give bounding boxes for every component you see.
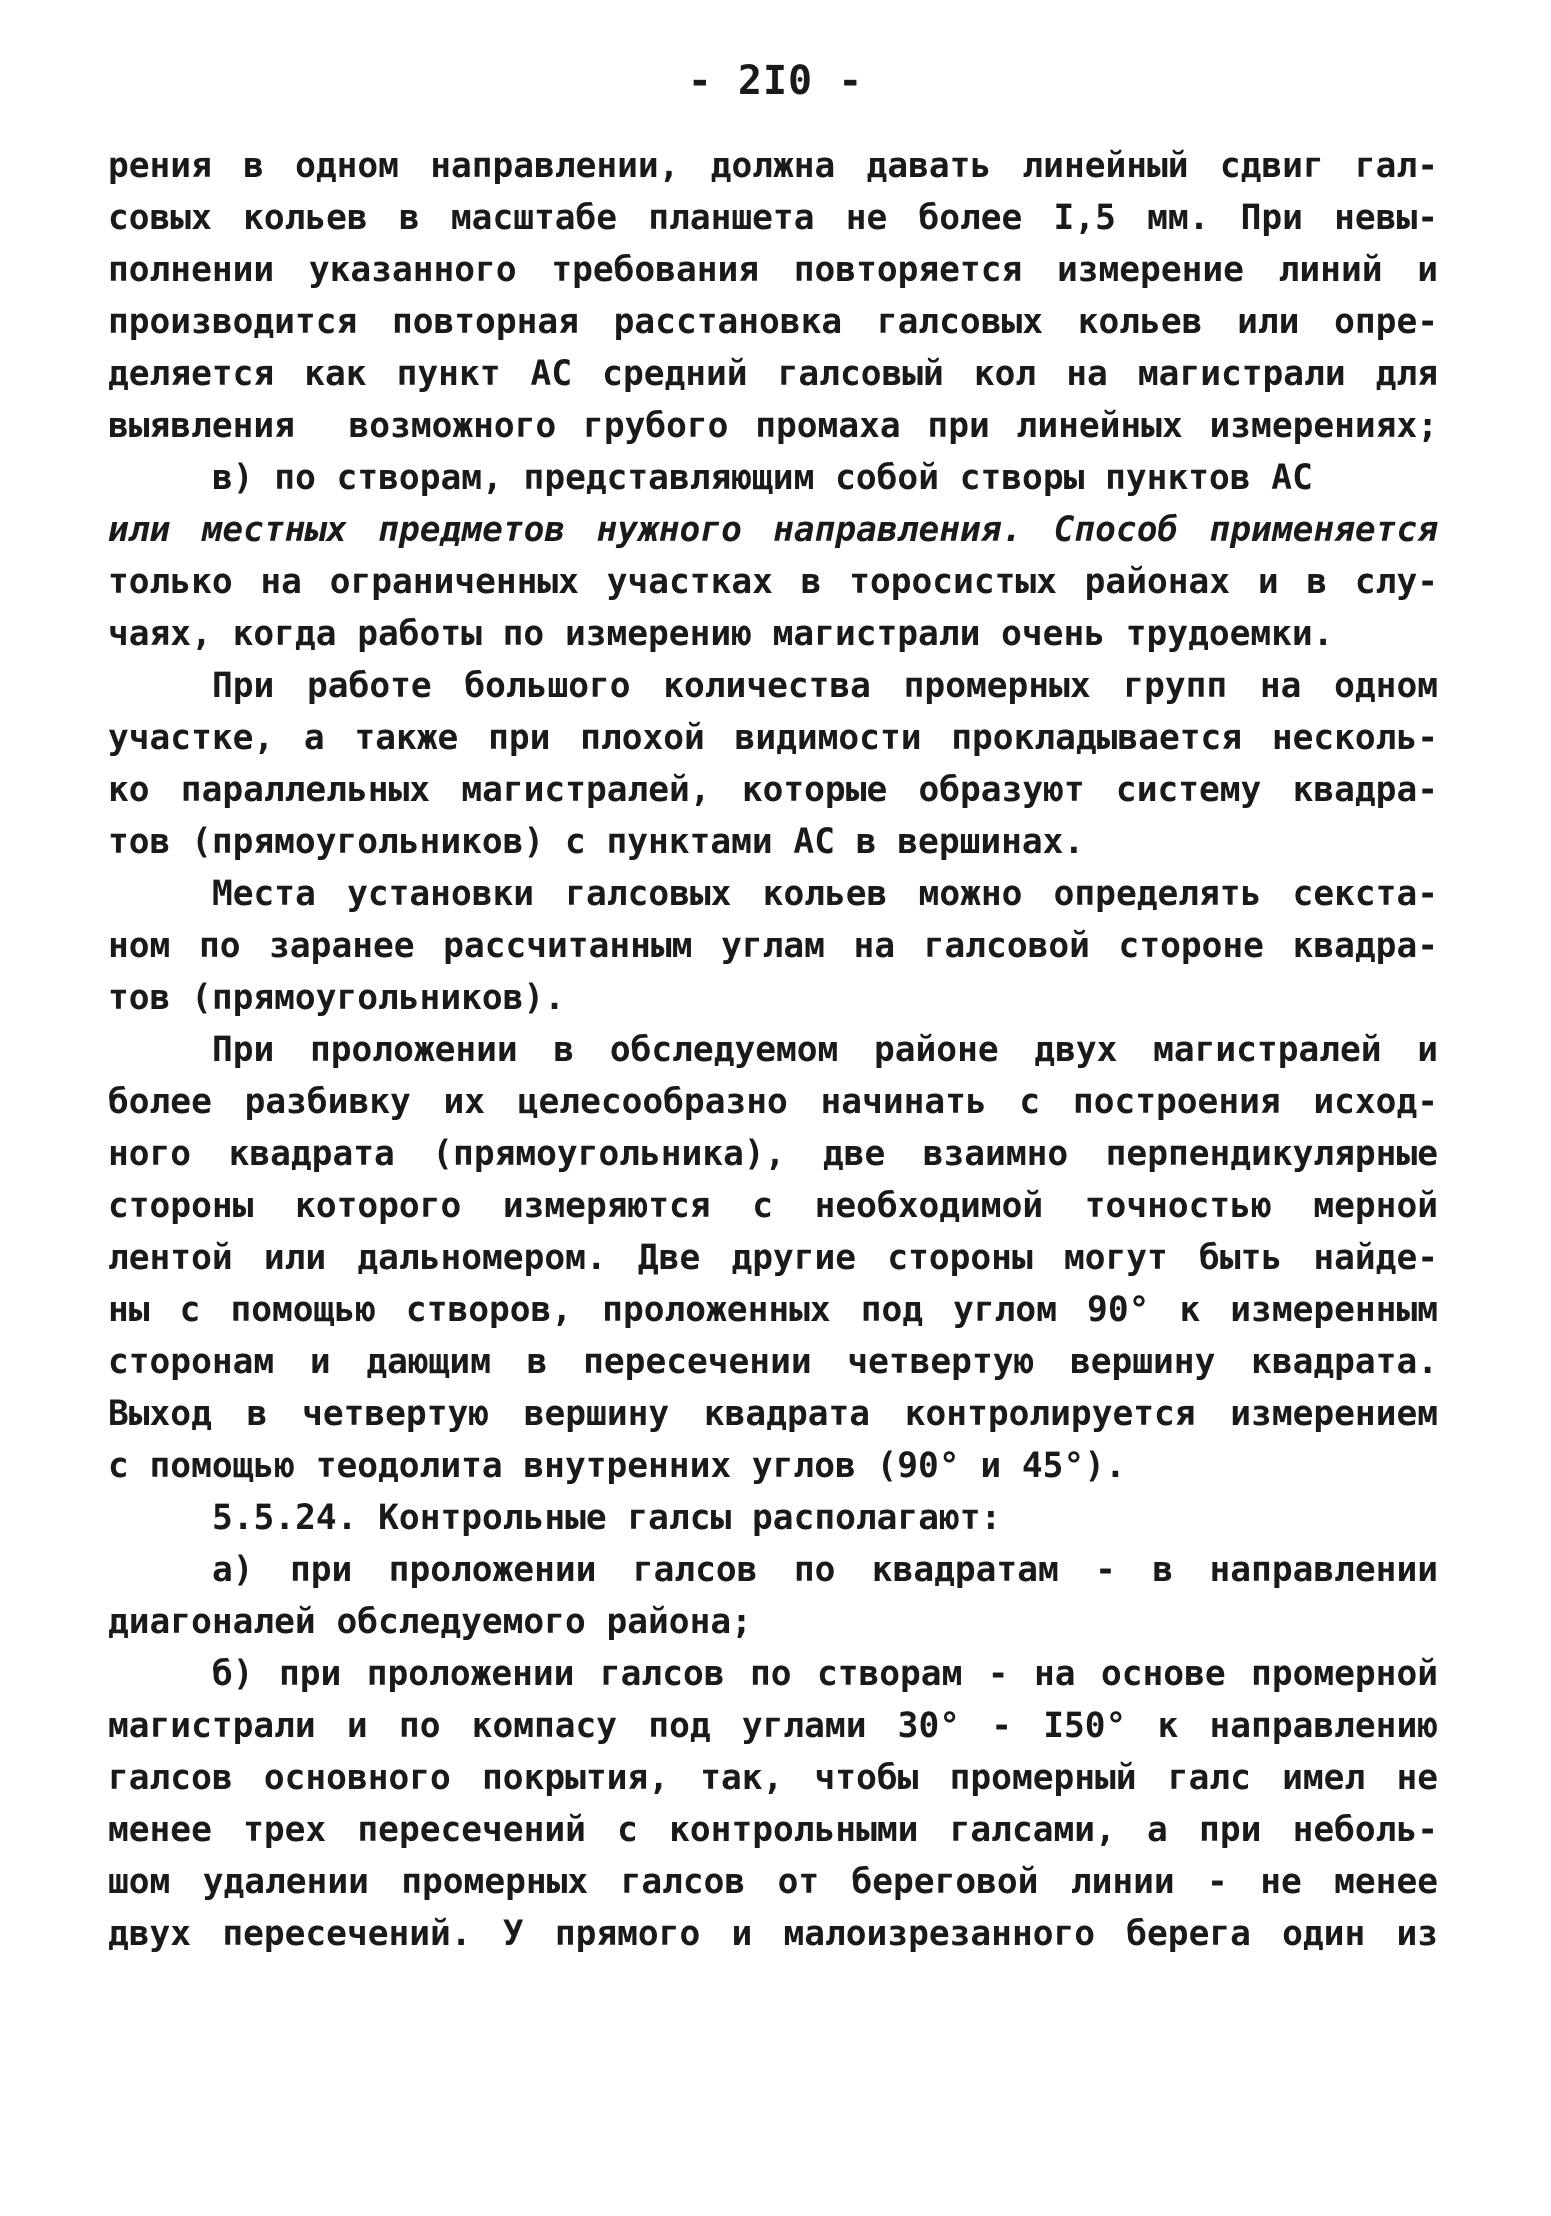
text-line: Выход в четвертую вершину квадрата контролируется измерением [108, 1394, 1438, 1434]
text-line: сторонам и дающим в пересечении четвертую вершину квадрата. [108, 1342, 1438, 1382]
text-line: галсов основного покрытия, так, чтобы промерный галс имел не [108, 1758, 1438, 1798]
text-line: менее трех пересечений с контрольными галсами, а при неболь- [108, 1810, 1438, 1850]
text-line: лентой или дальномером. Две другие стороны могут быть найде- [108, 1238, 1438, 1278]
text-line: в) по створам, представляющим собой створы пунктов АС [212, 458, 1313, 498]
text-line: совых кольев в масштабе планшета не более I,5 мм. При невы- [108, 198, 1438, 238]
text-line: производится повторная расстановка галсовых кольев или опре- [108, 302, 1438, 342]
text-line: ном по заранее рассчитанным углам на галсовой стороне квадра- [108, 926, 1438, 966]
text-line: При проложении в обследуемом районе двух магистралей и [212, 1030, 1438, 1070]
text-line: 5.5.24. Контрольные галсы располагают: [212, 1498, 1002, 1538]
text-line: б) при проложении галсов по створам - на основе промерной [212, 1654, 1438, 1694]
text-line: выявления возможного грубого промаха при линейных измерениях; [108, 406, 1438, 446]
text-line: магистрали и по компасу под углами 30° - I50° к направлению [108, 1706, 1438, 1746]
text-line: участке, а также при плохой видимости прокладывается несколь- [108, 718, 1438, 758]
text-line: полнении указанного требования повторяется измерение линий и [108, 250, 1438, 290]
text-line: двух пересечений. У прямого и малоизрезанного берега один из [108, 1914, 1438, 1954]
text-line: рения в одном направлении, должна давать линейный сдвиг гал- [108, 146, 1438, 186]
text-line: более разбивку их целесообразно начинать с построения исход- [108, 1082, 1438, 1122]
text-line: ко параллельных магистралей, которые образуют систему квадра- [108, 770, 1438, 810]
page-number: - 2I0 - [687, 58, 864, 104]
text-line: Места установки галсовых кольев можно определять секста- [212, 874, 1438, 914]
text-line: а) при проложении галсов по квадратам - в направлении [212, 1550, 1438, 1590]
text-line: с помощью теодолита внутренних углов (90° и 45°). [108, 1446, 1126, 1486]
text-line: деляется как пункт АС средний галсовый кол на магистрали для [108, 354, 1438, 394]
text-line: или местных предметов нужного направления. Способ применяется [108, 510, 1438, 550]
text-line: тов (прямоугольников). [108, 978, 565, 1018]
text-line: ного квадрата (прямоугольника), две взаимно перпендикулярные [108, 1134, 1438, 1174]
text-line: шом удалении промерных галсов от береговой линии - не менее [108, 1862, 1438, 1902]
text-line: При работе большого количества промерных групп на одном [212, 666, 1438, 706]
text-line: только на ограниченных участках в торосистых районах и в слу- [108, 562, 1438, 602]
text-line: чаях, когда работы по измерению магистрали очень трудоемки. [108, 614, 1334, 654]
text-line: диагоналей обследуемого района; [108, 1602, 752, 1642]
text-line: ны с помощью створов, проложенных под углом 90° к измеренным [108, 1290, 1438, 1330]
text-line: стороны которого измеряются с необходимой точностью мерной [108, 1186, 1438, 1226]
text-line: тов (прямоугольников) с пунктами АС в вершинах. [108, 822, 1085, 862]
